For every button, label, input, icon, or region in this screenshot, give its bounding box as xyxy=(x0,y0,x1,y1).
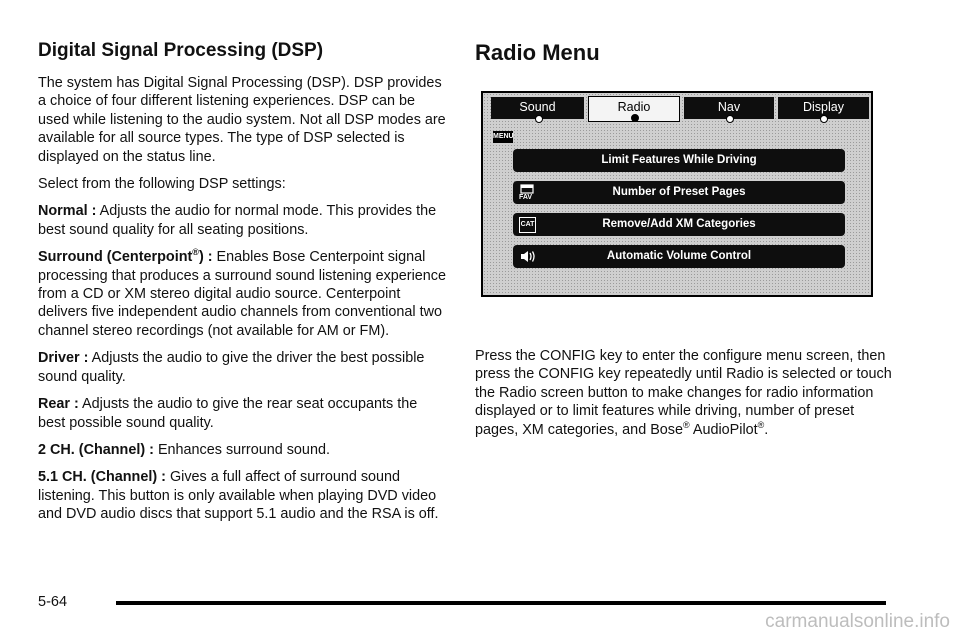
tab-indicator-dot xyxy=(820,115,828,123)
registered-mark: ® xyxy=(757,419,765,430)
term-normal: Normal : xyxy=(38,203,97,220)
tab-nav-label: Nav xyxy=(717,100,741,114)
tab-sound[interactable] xyxy=(491,97,584,119)
dsp-rear xyxy=(38,395,448,432)
desc-2ch: Enhances surround sound. xyxy=(157,441,330,458)
tab-display-label: Display xyxy=(803,100,844,114)
term-driver: Driver : xyxy=(38,350,89,367)
watermark: carmanualsonline.info xyxy=(765,611,950,632)
limit-features-label: Limit Features While Driving xyxy=(601,154,757,166)
para-text-a: Press the CONFIG key to enter the configure menu screen, then press the CONFIG key repeatedly until Radio is selected or touch the Radio screen button to make changes for radio information displayed or to limit features while driving, number of preset pages, XM categories, and Bose xyxy=(475,348,892,438)
footer-rule xyxy=(116,601,886,605)
desc-normal: Adjusts the audio for normal mode. This provides the best sound quality for all seating positions. xyxy=(38,203,437,238)
dsp-normal xyxy=(38,202,448,239)
section-title-radio-menu: Radio Menu xyxy=(475,40,600,65)
dsp-intro: The system has Digital Signal Processing (DSP). DSP provides a choice of four different listening experiences. DSP can be used while listening to the audio system. Not all DSP modes are available for all source types. The type of DSP selected is displayed on the status line. xyxy=(38,75,446,165)
dsp-2ch xyxy=(38,441,448,459)
para-text-b: AudioPilot xyxy=(689,421,758,438)
dsp-51ch xyxy=(38,468,448,523)
auto-volume-button[interactable] xyxy=(513,245,845,268)
auto-volume-label: Automatic Volume Control xyxy=(606,250,752,262)
tab-sound-label: Sound xyxy=(519,100,556,114)
section-title-dsp: Digital Signal Processing (DSP) xyxy=(38,40,324,61)
dsp-select-text: Select from the following DSP settings: xyxy=(38,176,286,193)
desc-driver: Adjusts the audio to give the driver the best possible sound quality. xyxy=(38,350,425,385)
term-rear: Rear : xyxy=(38,396,79,413)
desc-rear: Adjusts the audio to give the rear seat occupants the best possible sound quality. xyxy=(38,396,418,431)
tab-nav[interactable] xyxy=(684,97,774,119)
tab-indicator-dot xyxy=(631,114,639,122)
fav-icon-text: FAV xyxy=(519,194,533,201)
para-text-c: . xyxy=(764,421,769,438)
xm-categories-label: Remove/Add XM Categories xyxy=(602,218,756,230)
tab-indicator-dot xyxy=(726,115,734,123)
left-column xyxy=(38,40,448,533)
tab-indicator-dot xyxy=(535,115,543,123)
dsp-driver xyxy=(38,349,448,386)
dsp-surround xyxy=(38,248,448,340)
cat-icon: CAT xyxy=(519,217,536,233)
term-51ch: 5.1 CH. (Channel) : xyxy=(38,469,166,486)
radio-menu-paragraph xyxy=(475,347,895,439)
tab-radio-label: Radio xyxy=(617,100,651,114)
preset-pages-button[interactable] xyxy=(513,181,845,204)
registered-mark: ® xyxy=(192,247,199,258)
page-number: 5-64 xyxy=(38,594,68,610)
limit-features-button[interactable] xyxy=(513,149,845,172)
menu-icon[interactable]: MENU xyxy=(493,131,513,143)
config-tabs xyxy=(491,97,865,121)
desc-surround: Enables Bose Centerpoint signal processing that produces a surround sound listening experience from a CD or XM stereo digital audio source. Centerpoint delivers five independent audio channels from conventional two channel stereo recordings (not available for AM or FM). xyxy=(38,249,446,339)
preset-pages-label: Number of Preset Pages xyxy=(612,186,746,198)
right-column xyxy=(475,40,905,78)
radio-config-screen xyxy=(481,91,873,297)
term-surround-end: ) : xyxy=(198,249,213,266)
term-2ch: 2 CH. (Channel) : xyxy=(38,441,154,458)
radio-menu-body xyxy=(475,347,895,448)
xm-categories-button[interactable] xyxy=(513,213,845,236)
tab-display[interactable] xyxy=(778,97,869,119)
desc-51ch: Gives a full affect of surround sound listening. This button is only available when playing DVD video and DVD audio discs that support 5.1 audio and the RSA is off. xyxy=(38,469,439,523)
tab-radio[interactable] xyxy=(588,96,680,122)
term-surround xyxy=(38,249,213,265)
term-surround-text: Surround (Centerpoint xyxy=(38,249,193,266)
registered-mark: ® xyxy=(683,419,690,430)
